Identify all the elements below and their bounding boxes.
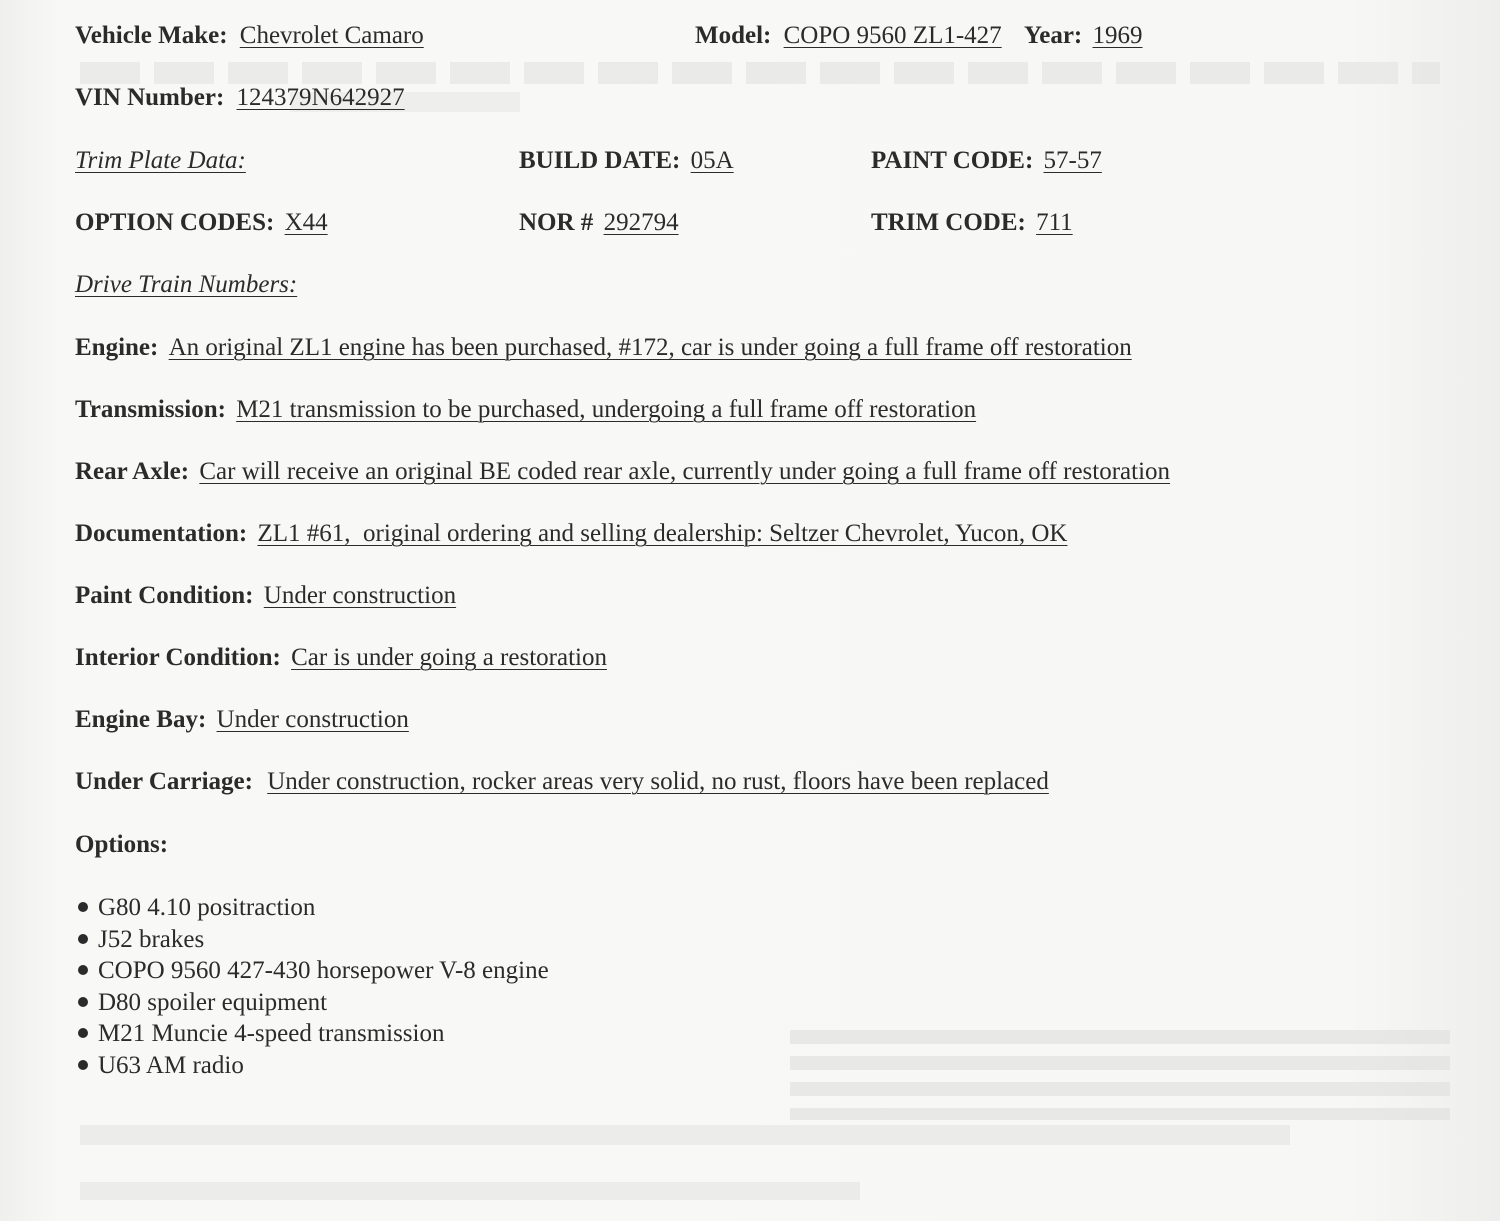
option-codes-value: X44 <box>284 209 328 236</box>
vin-value: 124379N642927 <box>236 84 405 111</box>
build-date-value: 05A <box>690 147 734 174</box>
bullet-icon <box>78 1060 88 1070</box>
drive-train-heading-text: Drive Train Numbers: <box>75 271 298 298</box>
interior-condition-row <box>75 643 607 673</box>
engine-row <box>75 333 1132 363</box>
engine-bay-value: Under construction <box>216 706 409 733</box>
trim-plate-heading-text: Trim Plate Data: <box>75 147 246 174</box>
under-carriage-label: Under Carriage: <box>75 768 253 795</box>
drive-train-heading <box>75 270 297 300</box>
option-item-text: J52 brakes <box>98 925 205 953</box>
under-carriage-row <box>75 767 1049 797</box>
vehicle-model-value: COPO 9560 ZL1-427 <box>783 22 1002 49</box>
build-date-row <box>519 146 734 176</box>
documentation-value: ZL1 #61, original ordering and selling dealership: Seltzer Chevrolet, Yucon, OK <box>257 520 1068 547</box>
engine-bay-label: Engine Bay: <box>75 706 207 733</box>
vehicle-make-row <box>75 21 424 51</box>
options-heading <box>75 830 168 860</box>
paint-code-row <box>871 146 1102 176</box>
option-codes-label: OPTION CODES: <box>75 209 275 236</box>
option-item-text: COPO 9560 427-430 horsepower V-8 engine <box>98 957 549 984</box>
option-item-text: U63 AM radio <box>98 1051 244 1079</box>
trim-plate-heading <box>75 146 246 176</box>
transmission-label: Transmission: <box>75 396 226 423</box>
bullet-icon <box>78 934 88 944</box>
documentation-row <box>75 519 1067 549</box>
list-item <box>78 987 549 1019</box>
bleed-through-text <box>80 1125 1290 1145</box>
vehicle-model-label: Model: <box>695 22 772 49</box>
list-item <box>78 892 549 924</box>
bullet-icon <box>78 997 88 1007</box>
list-item <box>78 924 549 956</box>
trim-code-label: TRIM CODE: <box>871 209 1026 236</box>
option-item-text: D80 spoiler equipment <box>98 988 328 1016</box>
paint-condition-value: Under construction <box>263 582 457 609</box>
option-item-text: M21 Muncie 4-speed transmission <box>98 1020 445 1047</box>
nor-row <box>519 208 679 238</box>
interior-condition-value: Car is under going a restoration <box>291 644 607 671</box>
vehicle-make-label: Vehicle Make: <box>75 22 228 49</box>
paint-condition-row <box>75 581 456 611</box>
bleed-through-text <box>80 1182 860 1200</box>
options-list <box>78 892 549 1081</box>
paint-code-value: 57-57 <box>1043 147 1102 174</box>
bleed-through-text <box>80 62 1440 84</box>
option-item-text: G80 4.10 positraction <box>98 894 316 921</box>
rear-axle-value: Car will receive an original BE coded rear axle, currently under going a full frame off restoration <box>199 458 1171 485</box>
trim-code-value: 711 <box>1036 209 1073 236</box>
engine-value: An original ZL1 engine has been purchased, #172, car is under going a full frame off restoration <box>168 334 1132 361</box>
list-item <box>78 1018 549 1050</box>
interior-condition-label: Interior Condition: <box>75 644 281 671</box>
trim-code-row <box>871 208 1073 238</box>
nor-label: NOR # <box>519 209 594 236</box>
vin-row <box>75 83 405 113</box>
documentation-label: Documentation: <box>75 520 248 547</box>
vin-label: VIN Number: <box>75 84 225 111</box>
bleed-through-stamp <box>790 1030 1450 1120</box>
vehicle-make-value: Chevrolet Camaro <box>239 22 424 49</box>
engine-label: Engine: <box>75 334 159 361</box>
list-item <box>78 1050 549 1082</box>
rear-axle-row <box>75 457 1170 487</box>
nor-value: 292794 <box>603 209 679 236</box>
under-carriage-value: Under construction, rocker areas very solid, no rust, floors have been replaced <box>267 768 1049 795</box>
vehicle-year-value: 1969 <box>1092 22 1143 49</box>
vehicle-year-label: Year: <box>1023 22 1083 49</box>
rear-axle-label: Rear Axle: <box>75 458 190 485</box>
engine-bay-row <box>75 705 409 735</box>
options-heading-text: Options: <box>75 831 169 858</box>
transmission-value: M21 transmission to be purchased, undergoing a full frame off restoration <box>236 396 977 423</box>
option-codes-row <box>75 208 328 238</box>
build-date-label: BUILD DATE: <box>519 147 681 174</box>
paint-code-label: PAINT CODE: <box>871 147 1034 174</box>
bullet-icon <box>78 965 88 975</box>
bullet-icon <box>78 1028 88 1038</box>
vehicle-model-row <box>695 21 1143 51</box>
bullet-icon <box>78 902 88 912</box>
paint-condition-label: Paint Condition: <box>75 582 254 609</box>
transmission-row <box>75 395 976 425</box>
list-item <box>78 955 549 987</box>
